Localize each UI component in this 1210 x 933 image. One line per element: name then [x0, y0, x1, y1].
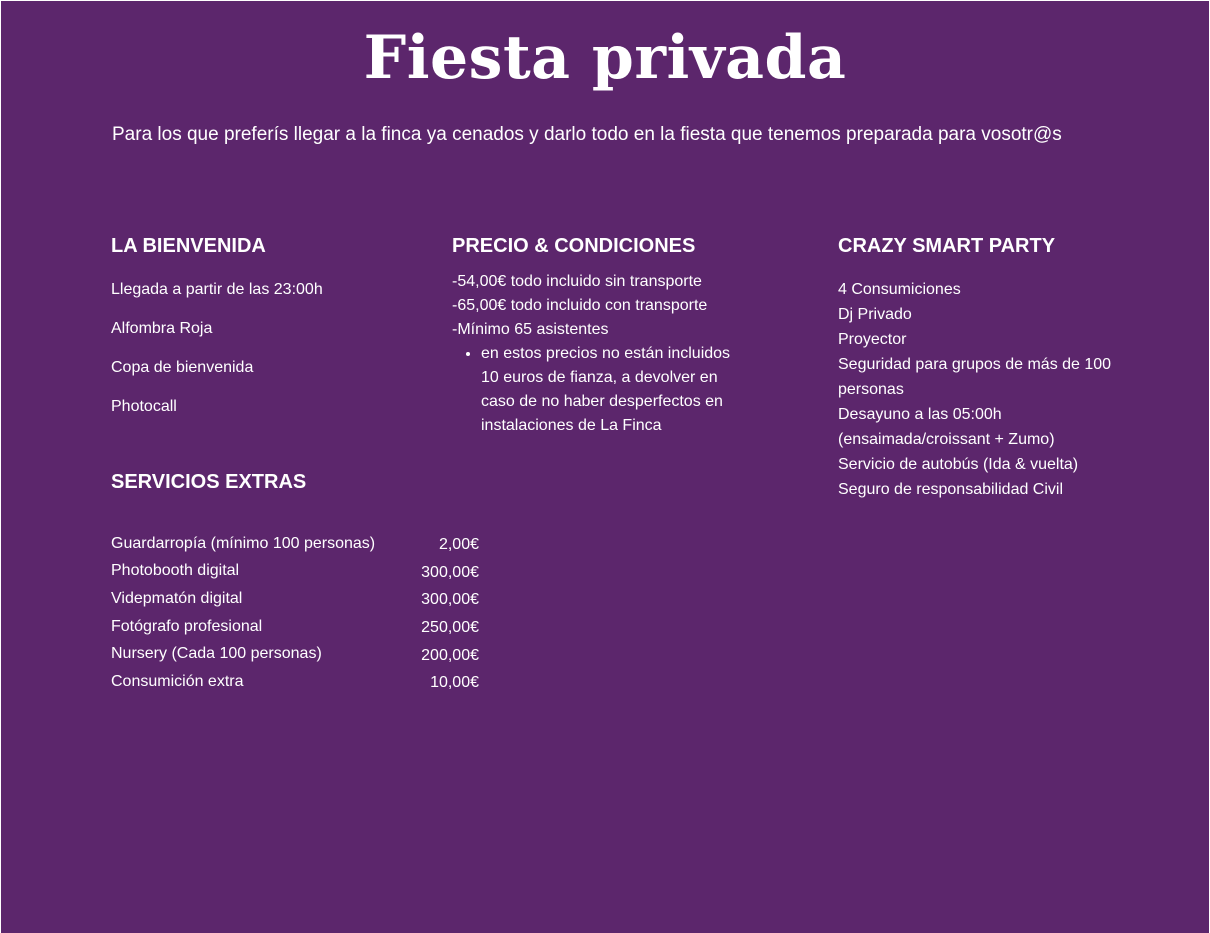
extras-table: [111, 530, 479, 696]
welcome-item: Copa de bienvenida: [111, 359, 254, 376]
table-row: [111, 640, 479, 668]
extras-heading: SERVICIOS EXTRAS: [111, 471, 307, 493]
extra-service-price: 2,00€: [438, 536, 479, 554]
party-item: Dj Privado: [838, 306, 912, 323]
welcome-item: Photocall: [111, 398, 177, 415]
extra-service-price: 300,00€: [421, 591, 479, 609]
table-row: [111, 668, 479, 696]
page-subtitle: Para los que preferís llegar a la finca ya cenados y darlo todo en la fiesta que tenemos preparada para vosotr@s: [112, 124, 1062, 145]
minimum-attendees-line: -Mínimo 65 asistentes: [452, 321, 609, 338]
extra-service-name: Guardarropía (mínimo 100 personas): [111, 534, 376, 552]
party-list: [838, 277, 1138, 502]
welcome-item: Alfombra Roja: [111, 320, 213, 337]
welcome-item: Llegada a partir de las 23:00h: [111, 281, 323, 298]
table-row: [111, 558, 479, 586]
price-line: -54,00€ todo incluido sin transporte: [452, 273, 702, 290]
welcome-list: [111, 279, 323, 435]
page-title: Fiesta privada: [363, 23, 847, 93]
extra-service-name: Photobooth digital: [111, 562, 240, 580]
extra-service-name: Consumición extra: [111, 672, 244, 690]
table-row: [111, 613, 479, 641]
party-item: 4 Consumiciones: [838, 281, 961, 298]
welcome-heading: LA BIENVENIDA: [111, 235, 266, 257]
extra-service-name: Fotógrafo profesional: [111, 617, 263, 635]
page-content: [1, 1, 1209, 933]
price-line: -65,00€ todo incluido con transporte: [452, 297, 708, 314]
party-item: Servicio de autobús (Ida & vuelta): [838, 456, 1079, 473]
extra-service-price: 10,00€: [430, 674, 479, 692]
extra-service-price: 200,00€: [421, 646, 479, 664]
party-item: Desayuno a las 05:00h (ensaimada/croissant + Zumo): [838, 406, 1055, 448]
extra-service-price: 300,00€: [421, 563, 479, 581]
extra-service-price: 250,00€: [421, 619, 479, 637]
conditions-heading: PRECIO & CONDICIONES: [452, 235, 696, 257]
extra-service-name: Nursery (Cada 100 personas): [111, 645, 322, 663]
table-row: [111, 530, 479, 558]
party-item: Seguridad para grupos de más de 100 personas: [838, 356, 1112, 398]
extra-service-name: Videpmatón digital: [111, 589, 243, 607]
conditions-block: [452, 270, 762, 438]
deposit-note: • en estos precios no están incluidos 10 euros de fianza, a devolver en caso de no haber desperfectos en instalaciones de La Finca: [481, 342, 751, 438]
table-row: [111, 585, 479, 613]
party-heading: CRAZY SMART PARTY: [838, 235, 1056, 257]
party-item: Proyector: [838, 331, 907, 348]
conditions-bullet-list: [452, 342, 751, 438]
party-item: Seguro de responsabilidad Civil: [838, 481, 1064, 498]
